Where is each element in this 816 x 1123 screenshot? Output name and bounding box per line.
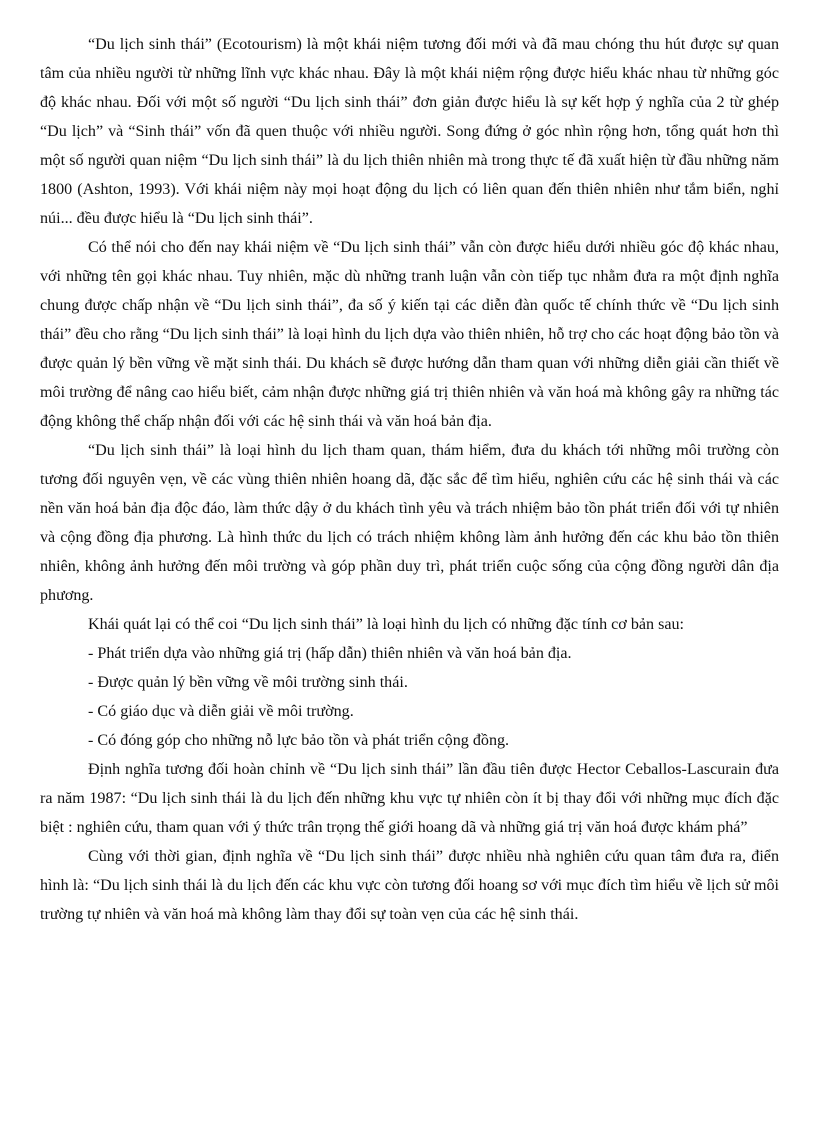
- bullet-item: - Có đóng góp cho những nỗ lực bảo tồn và phát triển cộng đồng.: [88, 732, 510, 749]
- bullet-item: - Phát triển dựa vào những giá trị (hấp dẫn) thiên nhiên và văn hoá bản địa.: [88, 645, 572, 662]
- paragraph-concept-perspectives: Có thể nói cho đến nay khái niệm về “Du lịch sinh thái” vẫn còn được hiểu dưới nhiều góc độ khác nhau, với những tên gọi khác nhau. Tuy nhiên, mặc dù những tranh luận vẫn còn tiếp tục nhằm đưa ra một định nghĩa chung được chấp nhận về “Du lịch sinh thái”, đa số ý kiến tại các diễn đàn quốc tế chính thức về “Du lịch sinh thái” đều cho rằng “Du lịch sinh thái” là loại hình du lịch dựa vào thiên nhiên, hỗ trợ cho các hoạt động bảo tồn và được quản lý bền vững về mặt sinh thái. Du khách sẽ được hướng dẫn tham quan với những diễn giải cần thiết về môi trường để nâng cao hiểu biết, cảm nhận được những giá trị thiên nhiên và văn hoá mà không gây ra những tác động không thể chấp nhận đối với các hệ sinh thái và văn hoá bản địa.: [40, 239, 779, 430]
- paragraph-tourism-type: “Du lịch sinh thái” là loại hình du lịch tham quan, thám hiểm, đưa du khách tới những môi trường còn tương đối nguyên vẹn, về các vùng thiên nhiên hoang dã, đặc sắc để tìm hiểu, nghiên cứu các hệ sinh thái và các nền văn hoá bản địa độc đáo, làm thức dậy ở du khách tình yêu và trách nhiệm bảo tồn phát triển đối với tự nhiên và cộng đồng địa phương. Là hình thức du lịch có trách nhiệm không làm ảnh hưởng đến các khu bảo tồn thiên nhiên, không ảnh hưởng đến môi trường và góp phần duy trì, phát triển cuộc sống của cộng đồng người dân địa phương.: [40, 442, 779, 604]
- paragraph-researchers-definition: Cùng với thời gian, định nghĩa về “Du lịch sinh thái” được nhiều nhà nghiên cứu quan tâm đưa ra, điển hình là: “Du lịch sinh thái là du lịch đến các khu vực còn tương đối hoang sơ với mục đích tìm hiểu về lịch sử môi trường tự nhiên và văn hoá mà không làm thay đổi sự toàn vẹn của các hệ sinh thái.: [40, 848, 779, 923]
- bullet-item: - Có giáo dục và diễn giải về môi trường.: [88, 703, 354, 720]
- paragraph-ceballos-definition: Định nghĩa tương đối hoàn chỉnh về “Du lịch sinh thái” lần đầu tiên được Hector Ceballos-Lascurain đưa ra năm 1987: “Du lịch sinh thái là du lịch đến những khu vực tự nhiên còn ít bị thay đổi với những mục đích đặc biệt : nghiên cứu, tham quan với ý thức trân trọng thế giới hoang dã và những giá trị văn hoá được khám phá”: [40, 761, 779, 836]
- bullet-item: - Được quản lý bền vững về môi trường sinh thái.: [88, 674, 408, 691]
- paragraph-definition-intro: “Du lịch sinh thái” (Ecotourism) là một khái niệm tương đối mới và đã mau chóng thu hút được sự quan tâm của nhiều người từ những lĩnh vực khác nhau. Đây là một khái niệm rộng được hiểu khác nhau từ những góc độ khác nhau. Đối với một số người “Du lịch sinh thái” đơn giản được hiểu là sự kết hợp ý nghĩa của 2 từ ghép “Du lịch” và “Sinh thái” vốn đã quen thuộc với nhiều người. Song đứng ở góc nhìn rộng hơn, tổng quát hơn thì một số người quan niệm “Du lịch sinh thái” là du lịch thiên nhiên mà trong thực tế đã xuất hiện từ đầu những năm 1800 (Ashton, 1993). Với khái niệm này mọi hoạt động du lịch có liên quan đến thiên nhiên như tắm biển, nghỉ núi... đều được hiểu là “Du lịch sinh thái”.: [40, 36, 779, 227]
- paragraph-characteristics-lead: Khái quát lại có thể coi “Du lịch sinh thái” là loại hình du lịch có những đặc tính cơ bản sau:: [88, 616, 685, 633]
